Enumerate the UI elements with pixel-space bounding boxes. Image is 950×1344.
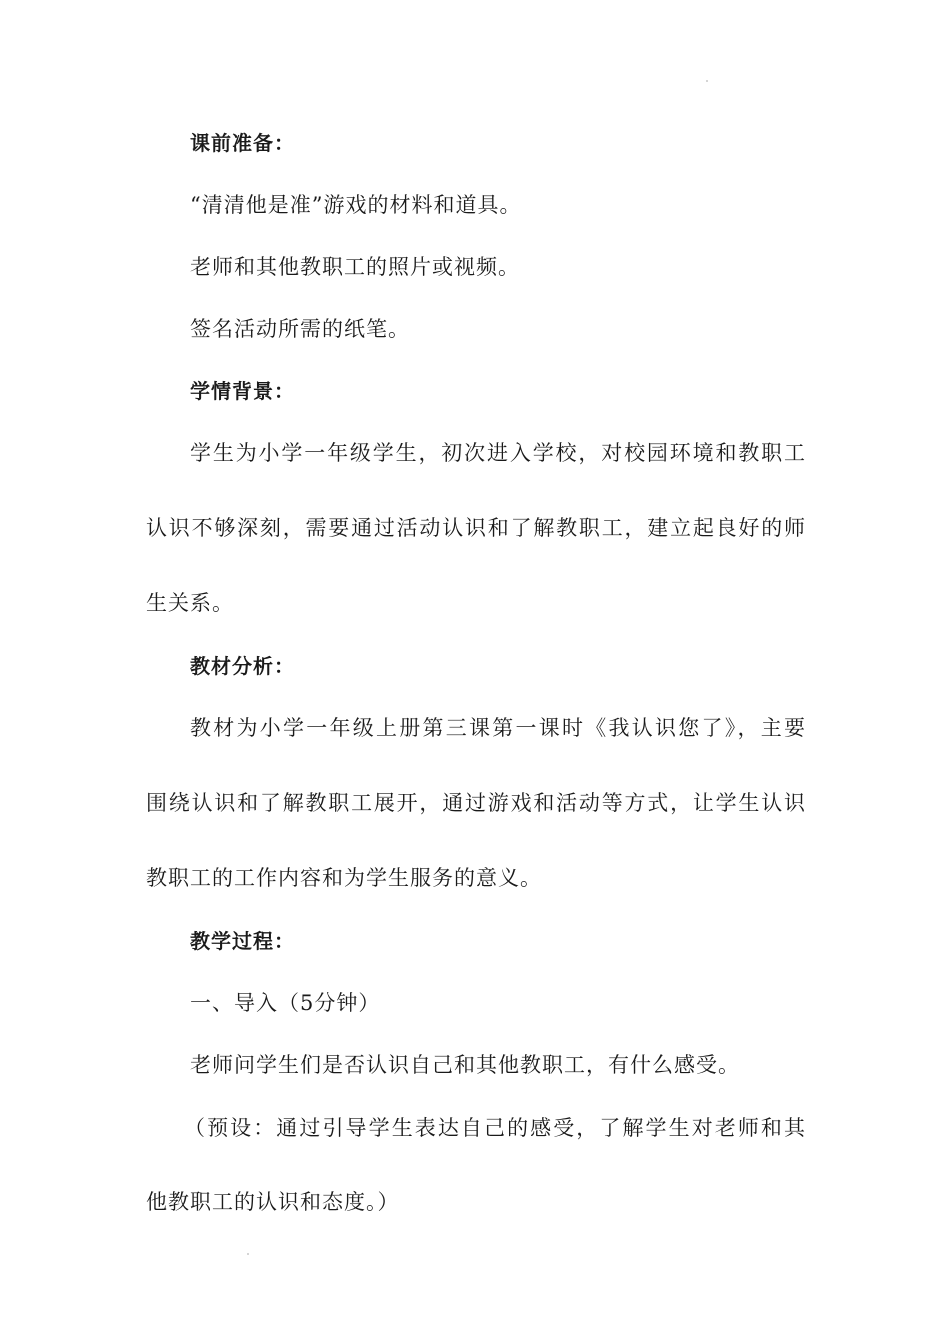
analysis-line-2: 围绕认识和了解教职工展开，通过游戏和活动等方式，让学生认识: [146, 791, 806, 815]
background-line-3: 生关系。: [146, 591, 234, 615]
analysis-heading: 教材分析：: [190, 654, 295, 678]
prep-heading: 课前准备：: [190, 131, 295, 155]
process-preset-line-2: 他教职工的认识和态度。）: [146, 1190, 400, 1214]
process-step1-text: 老师问学生们是否认识自己和其他教职工，有什么感受。: [190, 1053, 740, 1077]
analysis-line-3: 教职工的工作内容和为学生服务的意义。: [146, 866, 542, 890]
background-line-1: 学生为小学一年级学生，初次进入学校，对校园环境和教职工: [190, 441, 806, 465]
prep-item-2: 老师和其他教职工的照片或视频。: [190, 255, 520, 279]
scan-speck: [247, 1253, 249, 1255]
scan-speck: [706, 80, 708, 82]
process-preset-line-1: （预设：通过引导学生表达自己的感受，了解学生对老师和其: [184, 1116, 806, 1140]
prep-item-3: 签名活动所需的纸笔。: [190, 317, 410, 341]
analysis-line-1: 教材为小学一年级上册第三课第一课时《我认识您了》，主要: [190, 716, 806, 740]
background-heading: 学情背景：: [190, 379, 295, 403]
process-heading: 教学过程：: [190, 929, 295, 953]
process-step1-title: 一、导入（5分钟）: [190, 991, 381, 1015]
background-line-2: 认识不够深刻，需要通过活动认识和了解教职工，建立起良好的师: [146, 516, 806, 540]
prep-item-1: “清清他是准”游戏的材料和道具。: [190, 193, 522, 217]
